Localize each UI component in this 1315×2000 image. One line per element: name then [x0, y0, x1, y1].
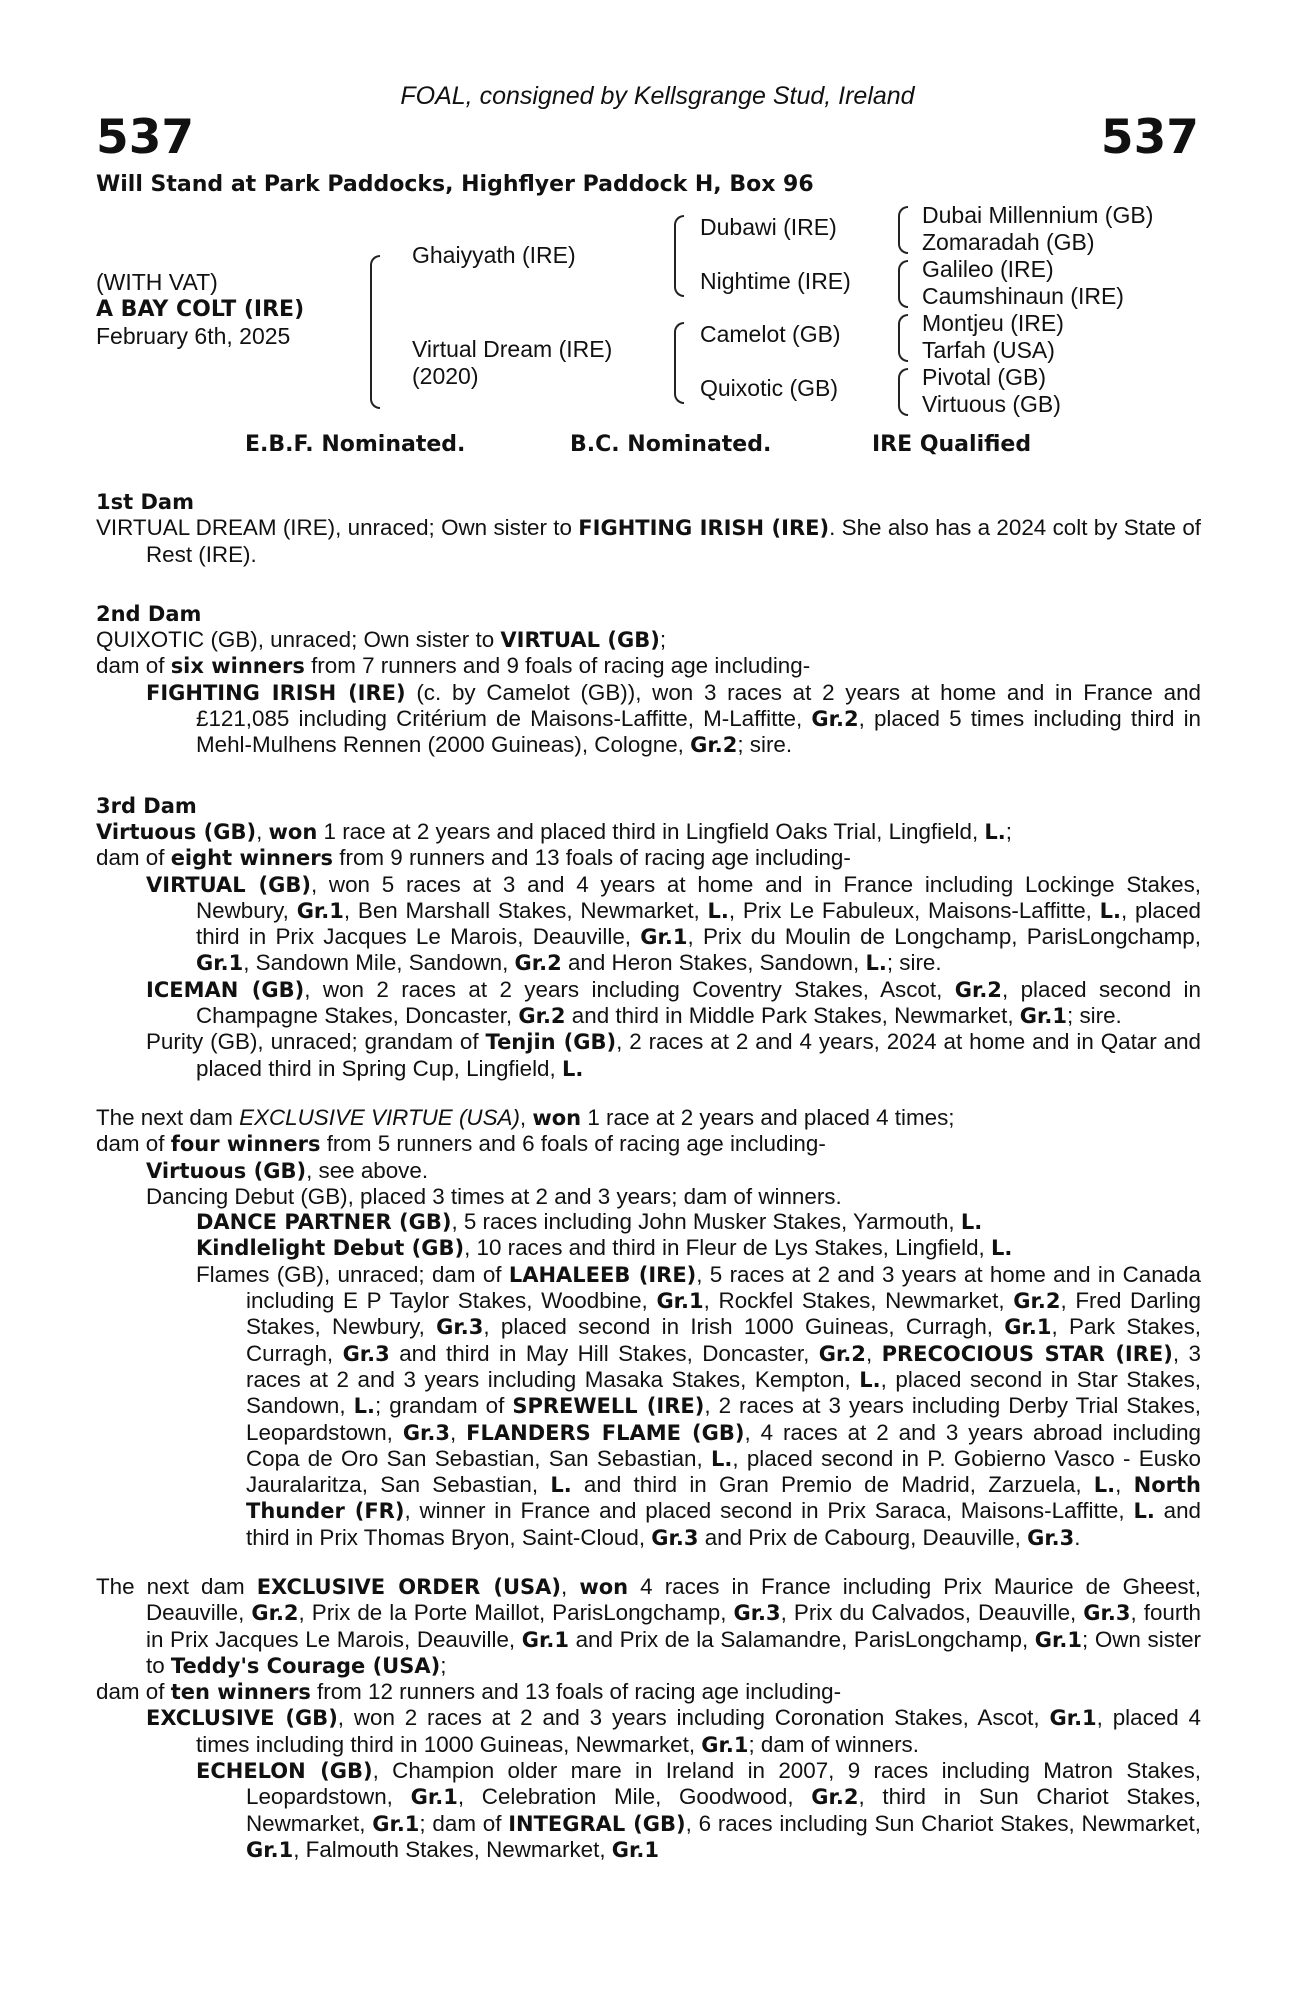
- third-dam-text: Virtuous (GB), won 1 race at 2 years and placed third in Lingfield Oaks Trial, Lingfield, L.;: [96, 818, 1013, 844]
- exclusive-virtue-produce-intro: dam of four winners from 5 runners and 6 foals of racing age including-: [96, 1131, 826, 1157]
- dam-year: (2020): [412, 363, 479, 389]
- bracket-sire-dam: [370, 255, 380, 409]
- next-dam-exclusive-order: The next dam EXCLUSIVE ORDER (USA), won 4 races in France including Prix Maurice de Gheest, Deauville, Gr.2, Prix de la Porte Maillot, ParisLongchamp, Gr.3, Prix du Calvados, Deauville, Gr.3, fourth in Prix Jacques Le Marois, Deauville, Gr.1 and Prix de la Salamandre, ParisLongchamp, Gr.1; Own sister to Teddy's Courage (USA);: [96, 1573, 1202, 1678]
- catalogue-body: [96, 478, 1201, 1863]
- dam: Virtual Dream (IRE): [412, 336, 613, 362]
- dam-dam: Quixotic (GB): [700, 375, 839, 401]
- granddam-4: Virtuous (GB): [922, 391, 1061, 417]
- bracket-g2: [898, 260, 908, 308]
- bracket-g3: [898, 314, 908, 362]
- bracket-sire-parents: [674, 215, 684, 297]
- exclusive-order-produce-intro: dam of ten winners from 12 runners and 13 foals of racing age including-: [96, 1679, 842, 1705]
- bracket-g1: [898, 206, 908, 254]
- foaling-date: February 6th, 2025: [96, 323, 291, 349]
- second-dam-heading: 2nd Dam: [96, 601, 202, 626]
- third-dam-produce-intro: dam of eight winners from 9 runners and 13 foals of racing age including-: [96, 845, 851, 871]
- bc-nominated: B.C. Nominated.: [570, 432, 772, 457]
- produce-dancing-debut: Dancing Debut (GB), placed 3 times at 2 and 3 years; dam of winners.: [146, 1183, 842, 1209]
- produce-echelon: ECHELON (GB), Champion older mare in Ireland in 2007, 9 races including Matron Stakes, Leopardstown, Gr.1, Celebration Mile, Goodwood, Gr.2, third in Sun Chariot Stakes, Newmarket, Gr.1; dam of INTEGRAL (GB), 6 races including Sun Chariot Stakes, Newmarket, Gr.1, Falmouth Stakes, Newmarket, Gr.1: [196, 1758, 1201, 1862]
- first-dam-heading: 1st Dam: [96, 490, 194, 514]
- produce-fighting-irish: FIGHTING IRISH (IRE) (c. by Camelot (GB)), won 3 races at 2 years at home and in France and £121,085 including Critérium de Maisons-Laffitte, M-Laffitte, Gr.2, placed 5 times including third in Mehl-Mulhens Rennen (2000 Guineas), Cologne, Gr.2; sire.: [146, 679, 1202, 758]
- produce-exclusive: EXCLUSIVE (GB), won 2 races at 2 and 3 years including Coronation Stakes, Ascot, Gr.1, placed 4 times including third in 1000 Guineas, Newmarket, Gr.1; dam of winners.: [146, 1705, 1202, 1757]
- grandsire-4: Pivotal (GB): [922, 364, 1046, 390]
- produce-iceman: ICEMAN (GB), won 2 races at 2 years including Coventry Stakes, Ascot, Gr.2, placed second in Champagne Stakes, Doncaster, Gr.2 and third in Middle Park Stakes, Newmarket, Gr.1; sire.: [146, 976, 1201, 1029]
- granddam-2: Caumshinaun (IRE): [922, 283, 1124, 309]
- grandsire-3: Montjeu (IRE): [922, 310, 1064, 336]
- ire-qualified: IRE Qualified: [872, 432, 1032, 457]
- granddam-1: Zomaradah (GB): [922, 229, 1095, 255]
- produce-purity: Purity (GB), unraced; grandam of Tenjin (GB), 2 races at 2 and 4 years, 2024 at home and in Qatar and placed third in Spring Cup, Lingfield, L.: [146, 1029, 1201, 1081]
- second-dam-text: QUIXOTIC (GB), unraced; Own sister to VIRTUAL (GB);: [96, 627, 667, 653]
- produce-dance-partner: DANCE PARTNER (GB), 5 races including John Musker Stakes, Yarmouth, L.: [196, 1209, 983, 1235]
- bracket-dam-parents: [674, 322, 684, 404]
- produce-virtuous: Virtuous (GB), see above.: [146, 1157, 429, 1183]
- sire: Ghaiyyath (IRE): [412, 242, 576, 268]
- stand-location: Will Stand at Park Paddocks, Highflyer Paddock H, Box 96: [96, 172, 814, 197]
- lot-title: A BAY COLT (IRE): [96, 297, 305, 322]
- dam-sire: Camelot (GB): [700, 321, 841, 347]
- vat-note: (WITH VAT): [96, 269, 218, 295]
- consignment-line: FOAL, consigned by Kellsgrange Stud, Ireland: [400, 82, 915, 110]
- produce-virtual: VIRTUAL (GB), won 5 races at 3 and 4 years at home and in France including Lockinge Stakes, Newbury, Gr.1, Ben Marshall Stakes, Newmarket, L., Prix Le Fabuleux, Maisons-Laffitte, L., placed third in Prix Jacques Le Marois, Deauville, Gr.1, Prix du Moulin de Longchamp, ParisLongchamp, Gr.1, Sandown Mile, Sandown, Gr.2 and Heron Stakes, Sandown, L.; sire.: [146, 871, 1201, 976]
- third-dam-heading: 3rd Dam: [96, 793, 197, 818]
- lot-number-right: 537: [1100, 110, 1199, 165]
- ebf-nominated: E.B.F. Nominated.: [245, 432, 466, 457]
- first-dam-text: VIRTUAL DREAM (IRE), unraced; Own sister to FIGHTING IRISH (IRE). She also has a 2024 colt by State of Rest (IRE).: [96, 515, 1202, 567]
- grandsire-2: Galileo (IRE): [922, 256, 1054, 282]
- grandsire-1: Dubai Millennium (GB): [922, 202, 1154, 228]
- next-dam-exclusive-virtue: The next dam EXCLUSIVE VIRTUE (USA), won 1 race at 2 years and placed 4 times;: [96, 1104, 955, 1130]
- lot-number-left: 537: [96, 110, 195, 165]
- sire-dam: Nightime (IRE): [700, 268, 851, 294]
- sire-sire: Dubawi (IRE): [700, 214, 837, 240]
- produce-kindlelight-debut: Kindlelight Debut (GB), 10 races and third in Fleur de Lys Stakes, Lingfield, L.: [196, 1235, 1013, 1261]
- bracket-g4: [898, 368, 908, 416]
- second-dam-produce-intro: dam of six winners from 7 runners and 9 foals of racing age including-: [96, 653, 811, 679]
- granddam-3: Tarfah (USA): [922, 337, 1055, 363]
- produce-flames: Flames (GB), unraced; dam of LAHALEEB (IRE), 5 races at 2 and 3 years at home and in Canada including E P Taylor Stakes, Woodbine, Gr.1, Rockfel Stakes, Newmarket, Gr.2, Fred Darling Stakes, Newbury, Gr.3, placed second in Irish 1000 Guineas, Curragh, Gr.1, Park Stakes, Curragh, Gr.3 and third in May Hill Stakes, Doncaster, Gr.2, PRECOCIOUS STAR (IRE), 3 races at 2 and 3 years including Masaka Stakes, Kempton, L., placed second in Star Stakes, Sandown, L.; grandam of SPREWELL (IRE), 2 races at 3 years including Derby Trial Stakes, Leopardstown, Gr.3, FLANDERS FLAME (GB), 4 races at 2 and 3 years abroad including Copa de Oro San Sebastian, San Sebastian, L., placed second in P. Gobierno Vasco - Eusko Jauralaritza, San Sebastian, L. and third in Gran Premio de Madrid, Zarzuela, L., North Thunder (FR), winner in France and placed second in Prix Saraca, Maisons-Laffitte, L. and third in Prix Thomas Bryon, Saint-Cloud, Gr.3 and Prix de Cabourg, Deauville, Gr.3.: [196, 1261, 1202, 1550]
